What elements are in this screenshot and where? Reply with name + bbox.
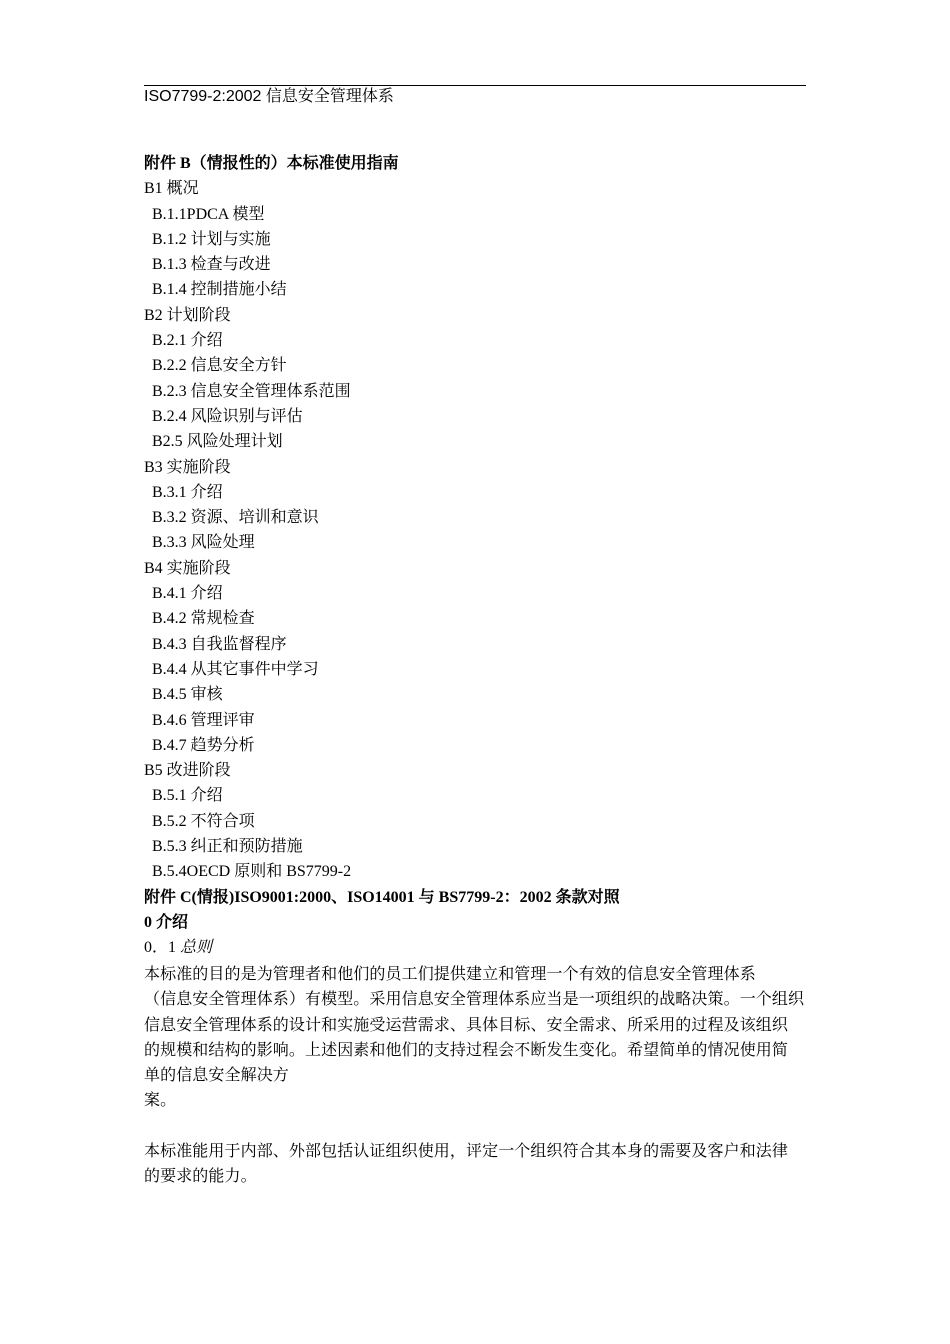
toc-subsection: B.3.2 资源、培训和意识: [152, 509, 319, 527]
table-of-contents: [144, 151, 806, 961]
section-heading: 附件 B（情报性的）本标准使用指南: [144, 155, 399, 172]
toc-subsection: B.2.2 信息安全方针: [152, 357, 287, 375]
toc-section: B5 改进阶段: [144, 762, 231, 780]
toc-subsection: B.1.2 计划与实施: [152, 230, 271, 248]
toc-subsection: B.2.1 介绍: [152, 332, 223, 350]
paragraph-usage: [144, 1139, 808, 1190]
paragraph-line: 本标准能用于内部、外部包括认证组织使用，评定一个组织符合其本身的需要及客户和法律: [144, 1143, 789, 1160]
toc-section: B1 概况: [144, 180, 199, 198]
toc-subsection: B.4.7 趋势分析: [152, 736, 255, 754]
toc-subsection: B.4.4 从其它事件中学习: [152, 660, 319, 678]
paragraph-line: 本标准的目的是为管理者和他们的员工们提供建立和管理一个有效的信息安全管理体系: [144, 966, 756, 983]
toc-subsection: B2.5 风险处理计划: [152, 433, 283, 451]
header-rule: [144, 85, 806, 86]
page-header-title: ISO7799-2:2002 信息安全管理体系: [144, 88, 394, 105]
section-0-1-heading: [144, 935, 806, 960]
toc-subsection: B.3.1 介绍: [152, 483, 223, 501]
toc-subsection: B.1.4 控制措施小结: [152, 281, 287, 299]
toc-subsection: B.5.2 不符合项: [152, 812, 255, 830]
paragraph-purpose: [144, 962, 808, 1114]
toc-subsection: B.1.1PDCA 模型: [152, 205, 265, 223]
section-heading: 附件 C(情报)ISO9001:2000、ISO14001 与 BS7799-2：2002 条款对照: [144, 888, 620, 906]
paragraph-line: 单的信息安全解决方: [144, 1067, 289, 1085]
toc-subsection: B.4.2 常规检查: [152, 610, 255, 628]
toc-subsection: B.5.4OECD 原则和 BS7799-2: [152, 863, 352, 881]
toc-section: B4 实施阶段: [144, 559, 231, 577]
section-number: 0．1: [144, 939, 181, 957]
section-heading: 0 介绍: [144, 913, 189, 931]
toc-subsection: B.1.3 检查与改进: [152, 256, 271, 274]
toc-subsection: B.2.3 信息安全管理体系范围: [152, 382, 351, 400]
paragraph-line: （信息安全管理体系）有模型。采用信息安全管理体系应当是一项组织的战略决策。一个组织: [144, 991, 805, 1009]
toc-subsection: B.2.4 风险识别与评估: [152, 407, 303, 425]
toc-subsection: B.4.6 管理评审: [152, 711, 255, 729]
toc-section: B3 实施阶段: [144, 458, 231, 476]
paragraph-line: 的要求的能力。: [144, 1168, 257, 1186]
section-title: 总则: [180, 939, 213, 957]
toc-section: B2 计划阶段: [144, 306, 231, 324]
toc-subsection: B.4.3 自我监督程序: [152, 635, 287, 653]
paragraph-line: 信息安全管理体系的设计和实施受运营需求、具体目标、安全需求、所采用的过程及该组织: [144, 1016, 789, 1034]
toc-subsection: B.5.1 介绍: [152, 787, 223, 805]
toc-subsection: B.3.3 风险处理: [152, 534, 255, 552]
toc-subsection: B.4.1 介绍: [152, 585, 223, 603]
paragraph-line: 的规模和结构的影响。上述因素和他们的支持过程会不断发生变化。希望简单的情况使用简: [144, 1041, 789, 1059]
toc-subsection: B.4.5 审核: [152, 686, 223, 704]
paragraph-line: 案。: [144, 1092, 177, 1110]
toc-subsection: B.5.3 纠正和预防措施: [152, 838, 303, 856]
